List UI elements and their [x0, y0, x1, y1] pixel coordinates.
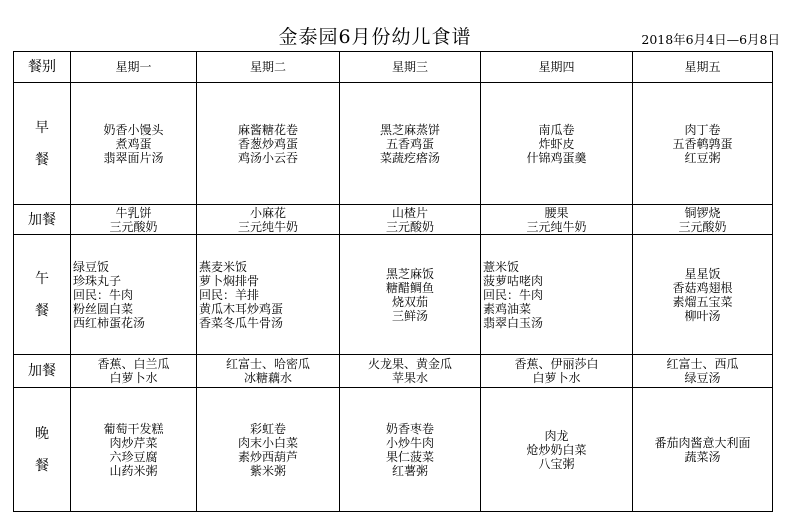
- dish-line: 薏米饭: [483, 259, 520, 274]
- dish-line: 麻酱糖花卷: [237, 122, 298, 137]
- header-day: 星期一: [71, 52, 197, 83]
- dish-line: 果仁菠菜: [385, 449, 434, 464]
- menu-cell: [197, 235, 340, 355]
- dish-line: 葡萄干发糕: [103, 421, 164, 436]
- meal-label: 早 餐: [14, 83, 71, 205]
- dish-line: 菠萝咕咾肉: [483, 273, 544, 288]
- dish-line: 红豆粥: [684, 150, 721, 165]
- dish-line: 八宝粥: [538, 456, 575, 471]
- dish-line: 白萝卜水: [532, 371, 581, 385]
- dish-line: 黑芝麻蒸饼: [379, 122, 440, 137]
- menu-cell: [633, 355, 773, 388]
- dish-line: 绿豆饭: [73, 259, 110, 274]
- menu-cell: [71, 355, 197, 388]
- dish-line: 回民：羊排: [199, 287, 260, 302]
- dish-line: 小麻花: [249, 205, 286, 220]
- dish-line: 三元纯牛奶: [526, 219, 587, 234]
- snack-row: [14, 355, 773, 388]
- menu-cell: [633, 235, 773, 355]
- dish-line: 翡翠面片汤: [103, 150, 164, 165]
- dish-line: 奶香小馒头: [103, 122, 164, 137]
- dish-line: 肉龙: [544, 428, 569, 443]
- dish-line: 火龙果、黄金瓜: [367, 357, 452, 371]
- menu-cell: [71, 235, 197, 355]
- dish-line: 星星饭: [684, 266, 721, 281]
- menu-cell: [340, 205, 481, 235]
- dish-line: 炝炒奶白菜: [526, 442, 587, 457]
- dish-line: 五香鸡蛋: [385, 136, 434, 151]
- header-day: 星期五: [633, 52, 773, 83]
- menu-cell: [481, 83, 633, 205]
- dish-line: 回民：牛肉: [483, 287, 544, 302]
- header-meal: 餐别: [14, 52, 71, 83]
- dish-line: 腰果: [544, 205, 569, 220]
- dish-line: 素熘五宝菜: [672, 294, 733, 309]
- dish-line: 肉末小白菜: [237, 435, 298, 450]
- dish-line: 蔬菜汤: [684, 449, 721, 464]
- dish-line: 彩虹卷: [249, 421, 286, 436]
- dish-line: 什锦鸡蛋羹: [526, 150, 587, 165]
- menu-cell: [481, 205, 633, 235]
- breakfast-row: [14, 83, 773, 205]
- dish-line: 肉丁卷: [684, 122, 721, 137]
- dish-line: 红富士、哈密瓜: [225, 357, 310, 371]
- menu-cell: [633, 83, 773, 205]
- menu-cell: [481, 235, 633, 355]
- menu-cell: [71, 205, 197, 235]
- dish-line: 香蕉、白兰瓜: [97, 357, 170, 371]
- dish-line: 香蕉、伊丽莎白: [514, 357, 599, 371]
- dish-line: 香菜冬瓜牛骨汤: [199, 315, 284, 330]
- dish-line: 素鸡油菜: [483, 301, 532, 316]
- meal-label: 加餐: [14, 205, 71, 235]
- meal-label: 加餐: [14, 355, 71, 388]
- dish-line: 白萝卜水: [109, 371, 158, 385]
- menu-cell: [340, 235, 481, 355]
- dish-line: 南瓜卷: [538, 122, 575, 137]
- dish-line: 黑芝麻饭: [385, 266, 434, 281]
- menu-cell: [197, 205, 340, 235]
- dinner-row: [14, 388, 773, 512]
- meal-label: 晚 餐: [14, 388, 71, 512]
- dish-line: 三元纯牛奶: [237, 219, 298, 234]
- dish-line: 红薯粥: [391, 463, 428, 478]
- dish-line: 三元酸奶: [385, 219, 434, 234]
- dish-line: 红富士、西瓜: [666, 357, 739, 371]
- dish-line: 冰糖藕水: [243, 371, 292, 385]
- snack-row: [14, 205, 773, 235]
- header-day: 星期三: [340, 52, 481, 83]
- dish-line: 鸡汤小云吞: [237, 150, 298, 165]
- dish-line: 三鲜汤: [391, 308, 428, 323]
- dish-line: 粉丝圆白菜: [73, 301, 134, 316]
- dish-line: 珍珠丸子: [73, 273, 122, 288]
- page-title: 金泰园6月份幼儿食谱: [278, 26, 472, 48]
- dish-line: 绿豆汤: [684, 371, 721, 385]
- dish-line: 回民：牛肉: [73, 287, 134, 302]
- menu-cell: [340, 355, 481, 388]
- lunch-row: [14, 235, 773, 355]
- menu-cell: [340, 388, 481, 512]
- dish-line: 香菇鸡翅根: [672, 280, 733, 295]
- dish-line: 紫米粥: [249, 463, 286, 478]
- menu-cell: [633, 205, 773, 235]
- dish-line: 香葱炒鸡蛋: [237, 136, 298, 151]
- dish-line: 牛乳饼: [115, 205, 152, 220]
- dish-line: 山药米粥: [109, 463, 158, 478]
- menu-cell: [71, 83, 197, 205]
- dish-line: 铜锣烧: [684, 205, 721, 220]
- menu-table: [13, 51, 773, 512]
- menu-cell: [197, 83, 340, 205]
- dish-line: 燕麦米饭: [199, 259, 248, 274]
- menu-cell: [481, 355, 633, 388]
- dish-line: 奶香枣卷: [385, 421, 434, 436]
- menu-cell: [481, 388, 633, 512]
- dish-line: 素炒西葫芦: [237, 449, 298, 464]
- date-range: 2018年6月4日—6月8日: [641, 32, 780, 47]
- dish-line: 黄瓜木耳炒鸡蛋: [199, 301, 284, 316]
- dish-line: 炸虾皮: [538, 136, 575, 151]
- dish-line: 苹果水: [391, 371, 428, 385]
- dish-line: 柳叶汤: [684, 308, 721, 323]
- dish-line: 小炒牛肉: [385, 435, 434, 450]
- header-day: 星期四: [481, 52, 633, 83]
- header-day: 星期二: [197, 52, 340, 83]
- dish-line: 五香鹌鹑蛋: [672, 136, 733, 151]
- dish-line: 山楂片: [391, 205, 428, 220]
- dish-line: 西红柿蛋花汤: [73, 315, 146, 330]
- dish-line: 煮鸡蛋: [115, 136, 152, 151]
- dish-line: 菜蔬疙瘩汤: [379, 150, 440, 165]
- dish-line: 三元酸奶: [109, 219, 158, 234]
- menu-cell: [197, 388, 340, 512]
- menu-cell: [71, 388, 197, 512]
- menu-cell: [633, 388, 773, 512]
- dish-line: 翡翠白玉汤: [483, 315, 544, 330]
- dish-line: 糖醋鲷鱼: [385, 280, 434, 295]
- meal-label: 午 餐: [14, 235, 71, 355]
- menu-cell: [340, 83, 481, 205]
- header-row: [14, 52, 773, 83]
- dish-line: 烧双茄: [391, 294, 428, 309]
- dish-line: 萝卜焖排骨: [199, 273, 260, 288]
- dish-line: 六珍豆腐: [109, 449, 158, 464]
- dish-line: 肉炒芹菜: [109, 435, 158, 450]
- dish-line: 番茄肉酱意大利面: [654, 435, 751, 450]
- menu-cell: [197, 355, 340, 388]
- dish-line: 三元酸奶: [678, 219, 727, 234]
